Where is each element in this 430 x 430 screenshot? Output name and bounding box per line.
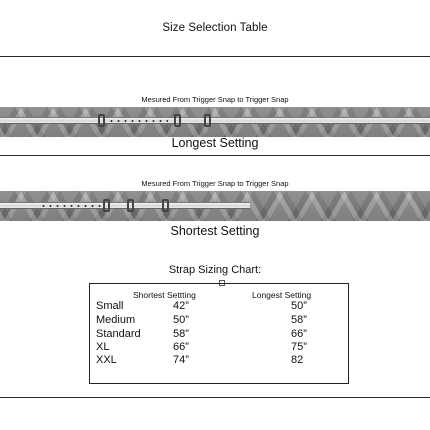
- column-header-shortest: Shortest Settting: [133, 290, 196, 300]
- strap-buckle-middle: [174, 114, 181, 127]
- size-name: Small: [96, 300, 124, 312]
- page-title: Size Selection Table: [162, 22, 268, 34]
- strap-buckle-middle-short: [127, 199, 134, 212]
- divider-top: [0, 56, 430, 57]
- strap-buckle-right-short: [162, 199, 169, 212]
- size-shortest: 74”: [173, 354, 189, 366]
- size-longest: 58”: [291, 314, 307, 326]
- strap-shortest: [0, 202, 250, 209]
- column-header-longest: Longest Setting: [252, 290, 312, 300]
- size-longest: 75”: [291, 341, 307, 353]
- size-shortest: 58”: [173, 328, 189, 340]
- strap-holes-shortest: [40, 205, 102, 207]
- size-name: XXL: [96, 354, 117, 366]
- strap-holes-longest: [108, 120, 168, 122]
- size-longest: 50”: [291, 300, 307, 312]
- band-caption-longest: Mesured From Trigger Snap to Trigger Snap: [0, 93, 430, 107]
- setting-label-shortest: Shortest Setting: [170, 224, 260, 238]
- size-name: Medium: [96, 314, 136, 326]
- strap-photo-shortest: [0, 177, 430, 221]
- divider-bottom: [0, 397, 430, 398]
- size-name: Standard: [96, 328, 141, 340]
- size-longest: 66”: [291, 328, 307, 340]
- strap-buckle-left: [98, 114, 105, 127]
- strap-longest: [0, 117, 430, 124]
- size-shortest: 42”: [173, 300, 189, 312]
- divider-middle: [0, 155, 430, 156]
- strap-photo-longest: [0, 93, 430, 137]
- size-shortest: 50”: [173, 314, 189, 326]
- strap-buckle-right: [204, 114, 211, 127]
- band-caption-shortest: Mesured From Trigger Snap to Trigger Snap: [0, 177, 430, 191]
- chart-title: Strap Sizing Chart:: [168, 264, 262, 276]
- size-longest: 82: [291, 354, 304, 366]
- size-shortest: 66”: [173, 341, 189, 353]
- setting-label-longest: Longest Setting: [171, 136, 259, 150]
- size-name: XL: [96, 341, 110, 353]
- strap-buckle-left-short: [103, 199, 110, 212]
